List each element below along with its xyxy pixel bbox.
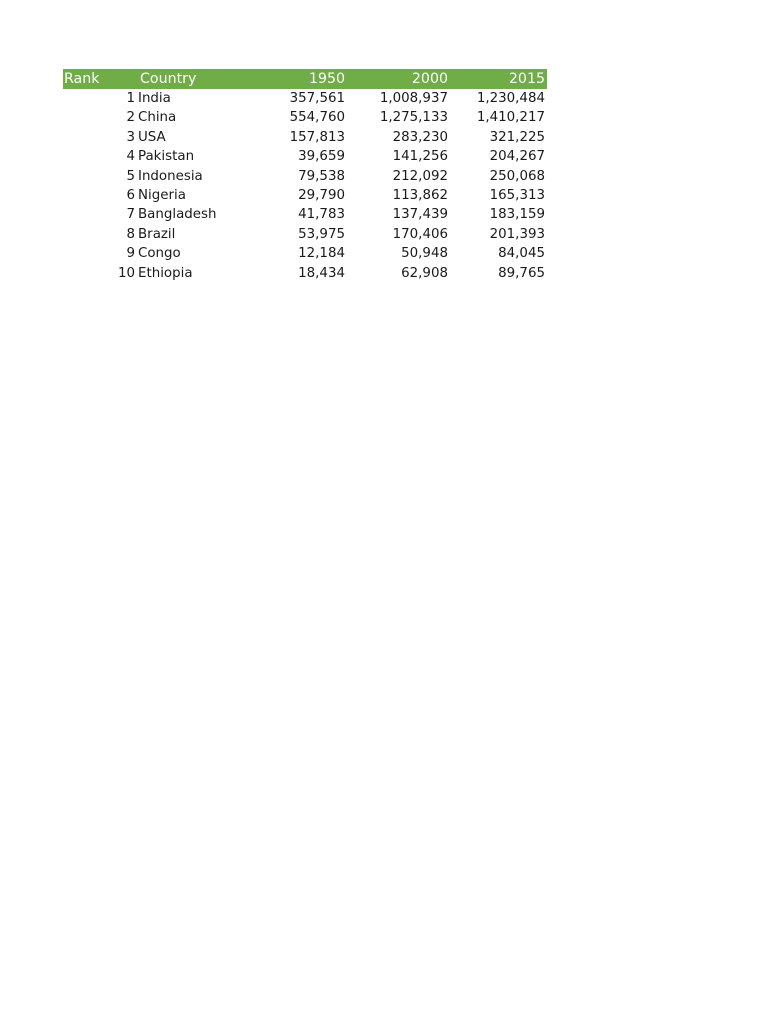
cell-2000: 212,092 xyxy=(392,168,448,184)
cell-1950: 39,659 xyxy=(298,149,345,165)
cell-2000: 137,439 xyxy=(392,207,448,223)
cell-1950: 41,783 xyxy=(298,207,345,223)
cell-2015: 183,159 xyxy=(489,207,545,223)
cell-rank: 8 xyxy=(126,226,135,242)
cell-1950: 18,434 xyxy=(298,265,345,281)
cell-2000: 113,862 xyxy=(392,187,448,203)
cell-2000: 1,275,133 xyxy=(379,110,448,126)
cell-2000: 50,948 xyxy=(401,246,448,262)
table-row xyxy=(63,205,547,224)
cell-2015: 250,068 xyxy=(489,168,545,184)
table-row xyxy=(63,225,547,244)
table-row xyxy=(63,186,547,205)
cell-1950: 357,561 xyxy=(289,91,345,106)
cell-2015: 165,313 xyxy=(489,187,545,203)
cell-2015: 89,765 xyxy=(498,265,545,281)
cell-2015: 201,393 xyxy=(489,226,545,242)
cell-1950: 79,538 xyxy=(298,168,345,184)
cell-2015: 204,267 xyxy=(489,149,545,165)
cell-country: Ethiopia xyxy=(138,265,193,281)
table-row xyxy=(63,244,547,263)
header-2000: 2000 xyxy=(411,71,448,87)
cell-2015: 1,410,217 xyxy=(476,110,545,126)
cell-2015: 84,045 xyxy=(498,246,545,262)
cell-country: USA xyxy=(138,129,166,145)
table-row xyxy=(63,108,547,127)
header-1950: 1950 xyxy=(308,71,345,87)
cell-2000: 170,406 xyxy=(392,226,448,242)
table-row xyxy=(63,264,547,283)
cell-rank: 6 xyxy=(126,187,135,203)
cell-country: Pakistan xyxy=(138,149,195,165)
cell-rank: 3 xyxy=(126,129,135,145)
cell-rank: 7 xyxy=(126,207,135,223)
cell-1950: 29,790 xyxy=(298,187,345,203)
cell-2000: 1,008,937 xyxy=(379,91,448,106)
cell-rank: 10 xyxy=(117,265,135,281)
table-row xyxy=(63,89,547,108)
table-row xyxy=(63,128,547,147)
cell-rank: 4 xyxy=(126,149,135,165)
cell-country: China xyxy=(138,110,177,126)
cell-rank: 9 xyxy=(126,246,135,262)
cell-rank: 2 xyxy=(126,110,135,126)
header-2015: 2015 xyxy=(508,71,545,87)
cell-country: Nigeria xyxy=(138,187,186,203)
cell-country: Congo xyxy=(138,246,181,262)
cell-rank: 1 xyxy=(126,91,135,106)
cell-country: Indonesia xyxy=(138,168,203,184)
cell-country: Bangladesh xyxy=(138,207,217,223)
cell-1950: 554,760 xyxy=(289,110,345,126)
population-table xyxy=(63,69,547,283)
cell-2000: 62,908 xyxy=(401,265,448,281)
cell-2015: 321,225 xyxy=(489,129,545,145)
cell-rank: 5 xyxy=(126,168,135,184)
cell-country: Brazil xyxy=(138,226,176,242)
cell-1950: 53,975 xyxy=(298,226,345,242)
header-country: Country xyxy=(140,71,197,87)
cell-country: India xyxy=(138,91,171,106)
cell-1950: 157,813 xyxy=(289,129,345,145)
table-header-row xyxy=(63,69,547,89)
cell-2015: 1,230,484 xyxy=(476,91,545,106)
cell-1950: 12,184 xyxy=(298,246,345,262)
cell-2000: 141,256 xyxy=(392,149,448,165)
table-row xyxy=(63,167,547,186)
cell-2000: 283,230 xyxy=(392,129,448,145)
header-rank: Rank xyxy=(64,71,100,87)
table-row xyxy=(63,147,547,166)
